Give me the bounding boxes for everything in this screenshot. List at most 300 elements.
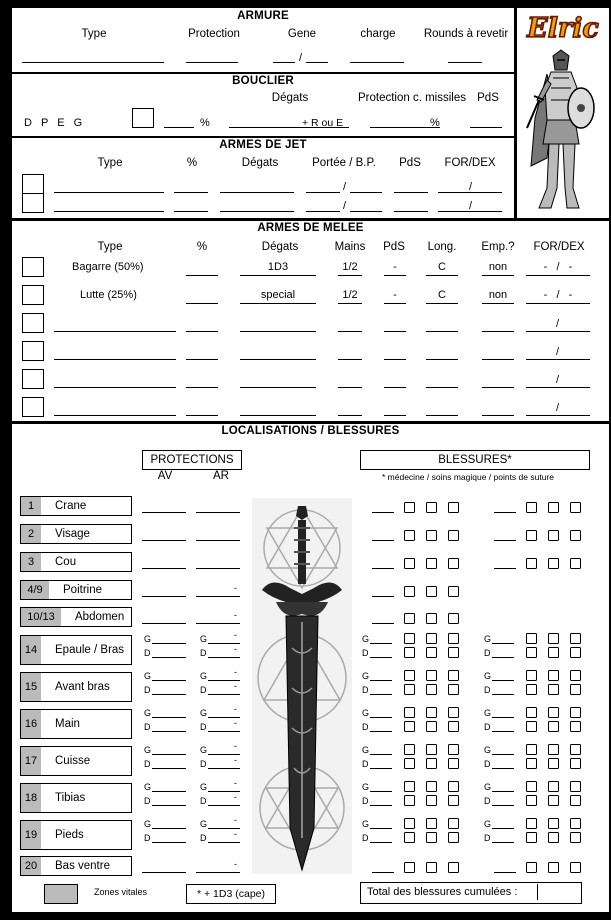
- wound-checkbox[interactable]: [448, 795, 459, 806]
- wound-checkbox[interactable]: [570, 781, 581, 792]
- wound-checkbox[interactable]: [426, 670, 437, 681]
- melee-row1-degats-line[interactable]: [240, 275, 316, 276]
- wound-checkbox[interactable]: [548, 862, 559, 873]
- wound-checkbox[interactable]: [426, 530, 437, 541]
- jet-row2-portee[interactable]: [306, 211, 340, 212]
- wound-checkbox[interactable]: [426, 558, 437, 569]
- wound-left-field[interactable]: [370, 717, 392, 718]
- wound-checkbox[interactable]: [404, 758, 415, 769]
- wound-checkbox[interactable]: [404, 558, 415, 569]
- melee-row6-field[interactable]: [482, 415, 514, 416]
- wound-checkbox[interactable]: [448, 818, 459, 829]
- armure-protection-field[interactable]: [186, 62, 238, 63]
- sword-illustration: [252, 498, 352, 874]
- zone-name: Bas ventre: [55, 860, 110, 872]
- wound-checkbox[interactable]: [526, 670, 537, 681]
- wound-right-side: G: [484, 671, 492, 681]
- melee-row1-checkbox[interactable]: [22, 257, 44, 277]
- melee-row4-field[interactable]: [426, 359, 458, 360]
- wound-checkbox[interactable]: [426, 502, 437, 513]
- wound-checkbox[interactable]: [548, 818, 559, 829]
- wound-checkbox[interactable]: [570, 721, 581, 732]
- wound-left-field[interactable]: [372, 512, 394, 513]
- protection-av-field[interactable]: [152, 805, 186, 806]
- melee-row1-mains: 1/2: [342, 261, 358, 273]
- protection-av-field[interactable]: [152, 828, 186, 829]
- wound-checkbox[interactable]: [570, 670, 581, 681]
- wound-left-field[interactable]: [372, 596, 394, 597]
- wound-checkbox[interactable]: [526, 684, 537, 695]
- melee-row4-field[interactable]: [526, 359, 590, 360]
- zone-name: Pieds: [55, 829, 84, 841]
- wound-left-field[interactable]: [370, 754, 392, 755]
- zone-name: Visage: [55, 528, 90, 540]
- melee-row1-fordex-line[interactable]: [526, 275, 590, 276]
- wound-checkbox[interactable]: [526, 744, 537, 755]
- wound-checkbox[interactable]: [426, 862, 437, 873]
- jet-row1-bp[interactable]: [350, 192, 382, 193]
- wound-right-field[interactable]: [492, 768, 514, 769]
- melee-row3-field[interactable]: [240, 331, 316, 332]
- wound-checkbox[interactable]: [448, 647, 459, 658]
- wound-checkbox[interactable]: [570, 862, 581, 873]
- wound-checkbox[interactable]: [570, 530, 581, 541]
- wound-checkbox[interactable]: [426, 758, 437, 769]
- wound-checkbox[interactable]: [404, 647, 415, 658]
- melee-row3-field[interactable]: [526, 331, 590, 332]
- wound-right-field[interactable]: [492, 717, 514, 718]
- melee-row1-emp: non: [488, 261, 508, 273]
- protection-ar-dash: -: [234, 859, 237, 869]
- wound-checkbox[interactable]: [548, 530, 559, 541]
- zone-name: Crane: [55, 500, 87, 512]
- melee-row5-field[interactable]: [186, 387, 218, 388]
- armure-rounds-field[interactable]: [448, 62, 482, 63]
- wound-right-side: D: [484, 759, 491, 769]
- protection-ar-field[interactable]: [208, 657, 240, 658]
- armure-panel: [12, 8, 514, 72]
- protection-av-field[interactable]: [152, 842, 186, 843]
- wound-checkbox[interactable]: [526, 795, 537, 806]
- wound-checkbox[interactable]: [404, 721, 415, 732]
- wound-right-side: G: [484, 745, 492, 755]
- wound-checkbox[interactable]: [426, 613, 437, 624]
- armure-gene-field-1[interactable]: [273, 62, 295, 63]
- melee-row5-field[interactable]: [426, 387, 458, 388]
- protection-av-side: D: [144, 685, 151, 695]
- protection-ar-field[interactable]: [208, 731, 240, 732]
- wound-right-field[interactable]: [492, 731, 514, 732]
- protection-av-field[interactable]: [152, 657, 186, 658]
- wound-left-field[interactable]: [370, 768, 392, 769]
- wound-checkbox[interactable]: [570, 744, 581, 755]
- protection-av-field[interactable]: [142, 568, 186, 569]
- protection-av-side: D: [144, 722, 151, 732]
- wound-checkbox[interactable]: [426, 707, 437, 718]
- melee-row6-field[interactable]: [338, 415, 362, 416]
- wound-left-side: D: [362, 833, 369, 843]
- protection-ar-field[interactable]: [196, 872, 240, 873]
- wound-checkbox[interactable]: [426, 586, 437, 597]
- wound-checkbox[interactable]: [548, 721, 559, 732]
- wound-checkbox[interactable]: [426, 832, 437, 843]
- vital-zone-swatch: [44, 884, 78, 904]
- wound-checkbox[interactable]: [526, 721, 537, 732]
- wound-checkbox[interactable]: [404, 781, 415, 792]
- protection-av-side: G: [144, 708, 152, 718]
- protection-av-field[interactable]: [152, 768, 186, 769]
- zone-main: [20, 709, 132, 739]
- protection-ar-dash: -: [234, 815, 237, 825]
- jet-row1-portee[interactable]: [306, 192, 340, 193]
- wound-checkbox[interactable]: [448, 502, 459, 513]
- wound-checkbox[interactable]: [404, 586, 415, 597]
- zone-tibias: [20, 783, 132, 813]
- melee-row2-degats: special: [260, 289, 296, 301]
- total-blessures-field[interactable]: [537, 884, 580, 900]
- wound-left-field[interactable]: [370, 694, 392, 695]
- melee-row6-field[interactable]: [186, 415, 218, 416]
- wound-checkbox[interactable]: [570, 684, 581, 695]
- jet-row1-pct[interactable]: [174, 192, 208, 193]
- wound-checkbox[interactable]: [570, 558, 581, 569]
- wound-checkbox[interactable]: [526, 502, 537, 513]
- bouclier-pct-field[interactable]: [164, 127, 194, 128]
- melee-row2-long-line[interactable]: [426, 303, 458, 304]
- zone-abdomen: [20, 607, 132, 627]
- cape-note-label: * + 1D3 (cape): [197, 888, 265, 900]
- melee-row2-pct[interactable]: [186, 303, 218, 304]
- wound-checkbox[interactable]: [448, 832, 459, 843]
- protection-av-field[interactable]: [152, 643, 186, 644]
- wound-checkbox[interactable]: [448, 530, 459, 541]
- melee-row2-emp-line[interactable]: [482, 303, 514, 304]
- localisations-panel: [12, 424, 609, 912]
- wound-right-side: G: [484, 819, 492, 829]
- jet-row2-pct[interactable]: [174, 211, 208, 212]
- wound-right-field[interactable]: [492, 754, 514, 755]
- bouclier-checkbox[interactable]: [132, 108, 154, 128]
- wound-checkbox[interactable]: [448, 684, 459, 695]
- jet-row1-checkbox[interactable]: [22, 174, 44, 194]
- jet-row2-checkbox[interactable]: [22, 193, 44, 213]
- jet-row2-type[interactable]: [54, 211, 164, 212]
- wound-checkbox[interactable]: [404, 818, 415, 829]
- armure-charge-field[interactable]: [350, 62, 404, 63]
- wound-checkbox[interactable]: [526, 781, 537, 792]
- wound-left-field[interactable]: [370, 842, 392, 843]
- melee-row4-field[interactable]: [186, 359, 218, 360]
- wound-checkbox[interactable]: [570, 832, 581, 843]
- wound-left-side: D: [362, 796, 369, 806]
- wound-checkbox[interactable]: [548, 795, 559, 806]
- wound-checkbox[interactable]: [448, 707, 459, 718]
- melee-row1-long-line[interactable]: [426, 275, 458, 276]
- wound-checkbox[interactable]: [526, 707, 537, 718]
- wound-checkbox[interactable]: [448, 633, 459, 644]
- melee-row6-field[interactable]: [426, 415, 458, 416]
- protection-av-side: G: [144, 819, 152, 829]
- wound-checkbox[interactable]: [526, 558, 537, 569]
- melee-row6-field[interactable]: [384, 415, 406, 416]
- wound-right-field[interactable]: [492, 643, 514, 644]
- wound-checkbox[interactable]: [426, 684, 437, 695]
- protection-av-field[interactable]: [142, 596, 186, 597]
- bouclier-pct2-label: %: [430, 117, 440, 129]
- melee-row6-fordex-sep: /: [556, 402, 560, 414]
- armure-header-rounds: Rounds à revetir: [423, 28, 509, 40]
- wound-checkbox[interactable]: [526, 647, 537, 658]
- wound-checkbox[interactable]: [404, 832, 415, 843]
- protection-av-side: G: [144, 671, 152, 681]
- wound-left-field[interactable]: [372, 623, 394, 624]
- wound-checkbox[interactable]: [526, 832, 537, 843]
- melee-row6-field[interactable]: [54, 415, 176, 416]
- wound-left-field[interactable]: [370, 657, 392, 658]
- wound-checkbox[interactable]: [570, 818, 581, 829]
- wound-checkbox[interactable]: [404, 670, 415, 681]
- wound-left-field[interactable]: [370, 643, 392, 644]
- melee-row3-field[interactable]: [338, 331, 362, 332]
- protection-av-field[interactable]: [142, 623, 186, 624]
- wound-checkbox[interactable]: [548, 781, 559, 792]
- wound-checkbox[interactable]: [426, 818, 437, 829]
- wound-checkbox[interactable]: [570, 633, 581, 644]
- protection-ar-field[interactable]: [208, 805, 240, 806]
- wound-checkbox[interactable]: [448, 558, 459, 569]
- zone-name: Cuisse: [55, 755, 91, 767]
- protection-av-field[interactable]: [142, 540, 186, 541]
- protection-ar-dash: -: [234, 610, 237, 620]
- jet-row2-bp[interactable]: [350, 211, 382, 212]
- protections-ar: AR: [213, 470, 229, 482]
- wound-checkbox[interactable]: [426, 781, 437, 792]
- melee-row4-field[interactable]: [54, 359, 176, 360]
- protection-ar-dash: -: [234, 630, 237, 640]
- wound-checkbox[interactable]: [526, 633, 537, 644]
- wound-checkbox[interactable]: [570, 647, 581, 658]
- jet-row1-type[interactable]: [54, 192, 164, 193]
- wound-checkbox[interactable]: [404, 862, 415, 873]
- melee-row1-emp-line[interactable]: [482, 275, 514, 276]
- wound-left-field[interactable]: [370, 731, 392, 732]
- wound-checkbox[interactable]: [404, 707, 415, 718]
- protection-av-field[interactable]: [152, 717, 186, 718]
- zone-pieds: [20, 820, 132, 850]
- melee-row1-pct[interactable]: [186, 275, 218, 276]
- melee-row3-field[interactable]: [426, 331, 458, 332]
- melee-row2-checkbox[interactable]: [22, 285, 44, 305]
- melee-row6-field[interactable]: [240, 415, 316, 416]
- protection-ar-field[interactable]: [196, 512, 240, 513]
- melee-row4-checkbox[interactable]: [22, 341, 44, 361]
- elric-logo: [517, 8, 609, 46]
- wound-left-field[interactable]: [372, 872, 394, 873]
- protection-ar-field[interactable]: [208, 768, 240, 769]
- wound-checkbox[interactable]: [526, 758, 537, 769]
- wound-right-side: D: [484, 796, 491, 806]
- wound-checkbox[interactable]: [548, 670, 559, 681]
- wound-checkbox[interactable]: [448, 613, 459, 624]
- wound-checkbox[interactable]: [404, 633, 415, 644]
- protection-av-field[interactable]: [152, 754, 186, 755]
- melee-row6-field[interactable]: [526, 415, 590, 416]
- protection-av-field[interactable]: [152, 791, 186, 792]
- jet-row1-pds[interactable]: [394, 192, 428, 193]
- wound-checkbox[interactable]: [570, 502, 581, 513]
- wound-checkbox[interactable]: [448, 758, 459, 769]
- wound-right-field[interactable]: [494, 512, 516, 513]
- melee-header-type: Type: [97, 241, 123, 253]
- melee-row2-pds-line[interactable]: [384, 303, 406, 304]
- melee-row2-mains-line[interactable]: [338, 303, 362, 304]
- protection-av-field[interactable]: [152, 731, 186, 732]
- melee-row5-field[interactable]: [384, 387, 406, 388]
- wound-checkbox[interactable]: [448, 862, 459, 873]
- wound-checkbox[interactable]: [426, 744, 437, 755]
- wound-right-field[interactable]: [492, 805, 514, 806]
- wound-right-field[interactable]: [492, 842, 514, 843]
- protection-ar-field[interactable]: [196, 568, 240, 569]
- wound-checkbox[interactable]: [570, 795, 581, 806]
- wound-checkbox[interactable]: [548, 558, 559, 569]
- wound-checkbox[interactable]: [570, 758, 581, 769]
- melee-row5-fordex-sep: /: [556, 374, 560, 386]
- wound-checkbox[interactable]: [548, 633, 559, 644]
- wound-checkbox[interactable]: [548, 502, 559, 513]
- wound-checkbox[interactable]: [404, 795, 415, 806]
- wound-right-field[interactable]: [494, 568, 516, 569]
- melee-row5-field[interactable]: [526, 387, 590, 388]
- wound-checkbox[interactable]: [548, 684, 559, 695]
- melee-row3-field[interactable]: [482, 331, 514, 332]
- melee-row4-fordex-sep: /: [556, 346, 560, 358]
- wound-checkbox[interactable]: [404, 613, 415, 624]
- melee-row1-pds-line[interactable]: [384, 275, 406, 276]
- wound-checkbox[interactable]: [548, 707, 559, 718]
- protection-ar-dash: -: [234, 718, 237, 728]
- bouclier-dpeg: D P E G: [24, 117, 83, 129]
- melee-row4-field[interactable]: [384, 359, 406, 360]
- zone-number: 2: [21, 525, 41, 543]
- bouclier-header-pds: PdS: [477, 92, 499, 104]
- wound-checkbox[interactable]: [548, 647, 559, 658]
- wound-right-field[interactable]: [492, 791, 514, 792]
- wound-checkbox[interactable]: [526, 818, 537, 829]
- wound-right-field[interactable]: [492, 680, 514, 681]
- wound-checkbox[interactable]: [404, 502, 415, 513]
- wound-left-field[interactable]: [372, 568, 394, 569]
- melee-header-fordex: FOR/DEX: [533, 241, 585, 253]
- protection-ar-field[interactable]: [196, 596, 240, 597]
- protection-ar-field[interactable]: [196, 623, 240, 624]
- armure-type-field[interactable]: [22, 62, 164, 63]
- wound-left-field[interactable]: [370, 791, 392, 792]
- melee-row2-long: C: [438, 289, 446, 301]
- wound-checkbox[interactable]: [404, 744, 415, 755]
- protection-av-field[interactable]: [142, 512, 186, 513]
- wound-left-field[interactable]: [372, 540, 394, 541]
- wound-checkbox[interactable]: [548, 758, 559, 769]
- melee-row2-degats-line[interactable]: [240, 303, 316, 304]
- wound-checkbox[interactable]: [526, 862, 537, 873]
- wound-checkbox[interactable]: [404, 684, 415, 695]
- wound-left-field[interactable]: [370, 828, 392, 829]
- wound-left-side: D: [362, 648, 369, 658]
- melee-row5-field[interactable]: [482, 387, 514, 388]
- wound-checkbox[interactable]: [448, 670, 459, 681]
- protection-ar-field[interactable]: [208, 842, 240, 843]
- melee-row4-field[interactable]: [240, 359, 316, 360]
- jet-row2-pds[interactable]: [394, 211, 428, 212]
- wound-right-field[interactable]: [494, 540, 516, 541]
- wound-checkbox[interactable]: [448, 744, 459, 755]
- jet-row1-degats[interactable]: [220, 192, 294, 193]
- melee-row3-field[interactable]: [54, 331, 176, 332]
- melee-row5-field[interactable]: [338, 387, 362, 388]
- protection-ar-field[interactable]: [208, 694, 240, 695]
- melee-row3-field[interactable]: [384, 331, 406, 332]
- melee-panel: [12, 221, 609, 421]
- wound-right-side: D: [484, 648, 491, 658]
- wound-right-field[interactable]: [494, 872, 516, 873]
- wound-checkbox[interactable]: [448, 721, 459, 732]
- bouclier-pct-label: %: [200, 117, 210, 129]
- wound-right-field[interactable]: [492, 828, 514, 829]
- wound-checkbox[interactable]: [404, 530, 415, 541]
- melee-row4-field[interactable]: [482, 359, 514, 360]
- melee-row3-field[interactable]: [186, 331, 218, 332]
- melee-row4-field[interactable]: [338, 359, 362, 360]
- protection-av-field[interactable]: [152, 694, 186, 695]
- melee-row5-field[interactable]: [240, 387, 316, 388]
- zone-poitrine: [20, 580, 132, 600]
- melee-row1-mains-line[interactable]: [338, 275, 362, 276]
- wound-checkbox[interactable]: [426, 795, 437, 806]
- protection-ar-side: D: [200, 685, 207, 695]
- zone-bas-ventre: [20, 856, 132, 876]
- melee-row2-fordex-line[interactable]: [526, 303, 590, 304]
- wound-checkbox[interactable]: [548, 744, 559, 755]
- zone-number: 3: [21, 553, 41, 571]
- wound-checkbox[interactable]: [426, 647, 437, 658]
- zone-name: Poitrine: [63, 584, 102, 596]
- wound-checkbox[interactable]: [548, 832, 559, 843]
- melee-row3-checkbox[interactable]: [22, 313, 44, 333]
- protection-ar-field[interactable]: [196, 540, 240, 541]
- protection-av-field[interactable]: [142, 872, 186, 873]
- melee-row6-checkbox[interactable]: [22, 397, 44, 417]
- wound-checkbox[interactable]: [426, 721, 437, 732]
- wound-checkbox[interactable]: [526, 530, 537, 541]
- armure-gene-field-2[interactable]: [306, 62, 328, 63]
- melee-row5-field[interactable]: [54, 387, 176, 388]
- wound-checkbox[interactable]: [448, 586, 459, 597]
- wound-left-field[interactable]: [370, 680, 392, 681]
- wound-checkbox[interactable]: [570, 707, 581, 718]
- jet-row2-degats[interactable]: [220, 211, 294, 212]
- wound-right-field[interactable]: [492, 657, 514, 658]
- wound-left-field[interactable]: [370, 805, 392, 806]
- protection-av-field[interactable]: [152, 680, 186, 681]
- wound-checkbox[interactable]: [426, 633, 437, 644]
- bouclier-pds-field[interactable]: [470, 127, 502, 128]
- zone-number: 19: [21, 821, 41, 849]
- wound-checkbox[interactable]: [448, 781, 459, 792]
- melee-row5-checkbox[interactable]: [22, 369, 44, 389]
- wound-right-field[interactable]: [492, 694, 514, 695]
- protection-ar-dash: -: [234, 704, 237, 714]
